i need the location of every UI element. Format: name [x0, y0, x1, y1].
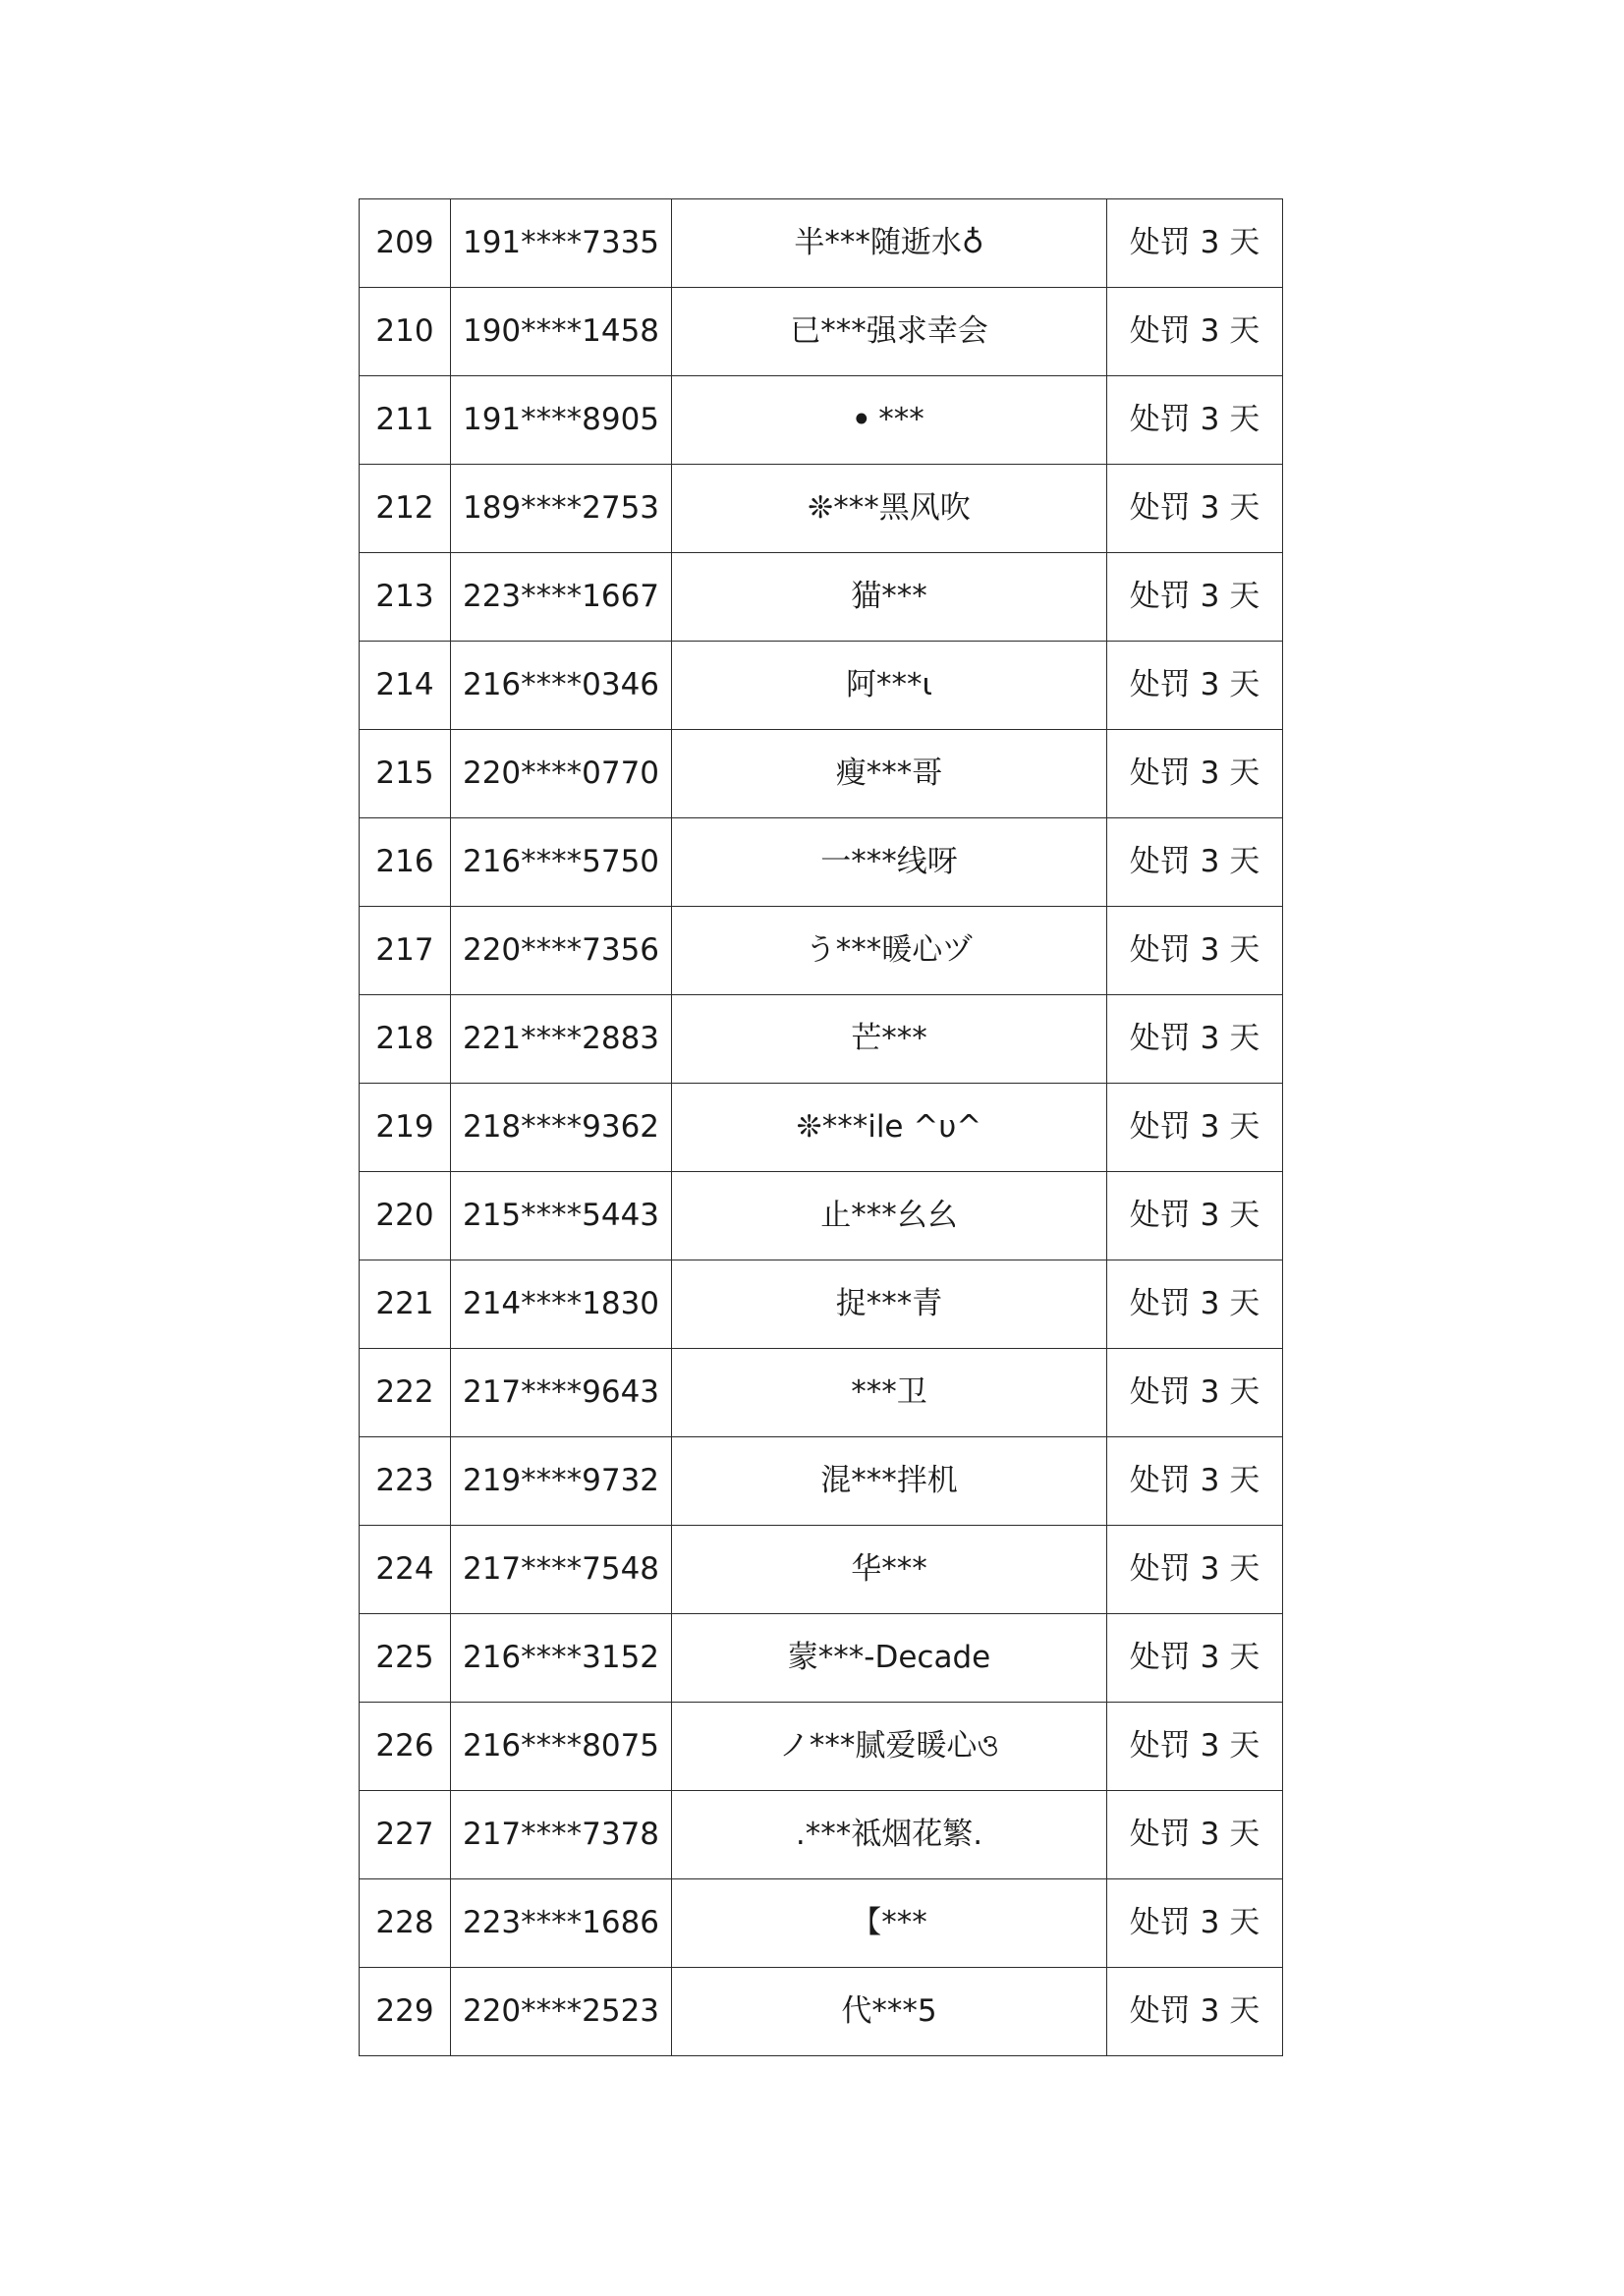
penalty: 处罚 3 天 [1107, 642, 1283, 730]
account-id: 223****1667 [451, 553, 672, 642]
table-row [360, 1968, 1283, 2056]
nickname: 混***拌机 [672, 1437, 1107, 1526]
account-id: 223****1686 [451, 1879, 672, 1968]
account-id: 220****7356 [451, 907, 672, 995]
account-id: 217****7548 [451, 1526, 672, 1614]
penalty: 处罚 3 天 [1107, 1614, 1283, 1703]
table-row [360, 376, 1283, 465]
nickname: 一***线呀 [672, 818, 1107, 907]
table-row [360, 1703, 1283, 1791]
penalty: 处罚 3 天 [1107, 1084, 1283, 1172]
row-number: 227 [360, 1791, 451, 1879]
nickname: 止***幺幺 [672, 1172, 1107, 1260]
table-row [360, 199, 1283, 288]
table-row [360, 1260, 1283, 1349]
penalty: 处罚 3 天 [1107, 1791, 1283, 1879]
nickname: ***卫 [672, 1349, 1107, 1437]
nickname: .***祗烟花繁. [672, 1791, 1107, 1879]
nickname: う***暖心ヅ [672, 907, 1107, 995]
nickname: 【*** [672, 1879, 1107, 1968]
nickname: 华*** [672, 1526, 1107, 1614]
nickname: ❊***ile ^υ^ [672, 1084, 1107, 1172]
account-id: 220****0770 [451, 730, 672, 818]
table-row [360, 1172, 1283, 1260]
account-id: 218****9362 [451, 1084, 672, 1172]
penalty: 处罚 3 天 [1107, 1703, 1283, 1791]
nickname: 猫*** [672, 553, 1107, 642]
row-number: 211 [360, 376, 451, 465]
row-number: 223 [360, 1437, 451, 1526]
table-row [360, 1614, 1283, 1703]
account-id: 216****8075 [451, 1703, 672, 1791]
nickname: ꔷ *** [672, 376, 1107, 465]
row-number: 221 [360, 1260, 451, 1349]
table-row [360, 1084, 1283, 1172]
penalty: 处罚 3 天 [1107, 907, 1283, 995]
account-id: 221****2883 [451, 995, 672, 1084]
penalty: 处罚 3 天 [1107, 1437, 1283, 1526]
account-id: 215****5443 [451, 1172, 672, 1260]
account-id: 191****7335 [451, 199, 672, 288]
table-row [360, 818, 1283, 907]
penalty: 处罚 3 天 [1107, 1349, 1283, 1437]
nickname: 阿***ι [672, 642, 1107, 730]
penalty: 处罚 3 天 [1107, 995, 1283, 1084]
account-id: 217****7378 [451, 1791, 672, 1879]
row-number: 220 [360, 1172, 451, 1260]
row-number: 217 [360, 907, 451, 995]
account-id: 220****2523 [451, 1968, 672, 2056]
nickname: 瘦***哥 [672, 730, 1107, 818]
penalty: 处罚 3 天 [1107, 199, 1283, 288]
row-number: 215 [360, 730, 451, 818]
table-row [360, 907, 1283, 995]
row-number: 226 [360, 1703, 451, 1791]
row-number: 224 [360, 1526, 451, 1614]
row-number: 228 [360, 1879, 451, 1968]
account-id: 189****2753 [451, 465, 672, 553]
penalty: 处罚 3 天 [1107, 465, 1283, 553]
penalty: 处罚 3 天 [1107, 1172, 1283, 1260]
table-row [360, 1791, 1283, 1879]
nickname: 半***随逝水♁ [672, 199, 1107, 288]
penalty: 处罚 3 天 [1107, 553, 1283, 642]
account-id: 214****1830 [451, 1260, 672, 1349]
account-id: 219****9732 [451, 1437, 672, 1526]
table-row [360, 995, 1283, 1084]
table-row [360, 730, 1283, 818]
account-id: 190****1458 [451, 288, 672, 376]
penalty: 处罚 3 天 [1107, 1879, 1283, 1968]
table-row [360, 1879, 1283, 1968]
row-number: 210 [360, 288, 451, 376]
row-number: 218 [360, 995, 451, 1084]
account-id: 217****9643 [451, 1349, 672, 1437]
row-number: 216 [360, 818, 451, 907]
account-id: 191****8905 [451, 376, 672, 465]
nickname: 捉***青 [672, 1260, 1107, 1349]
row-number: 213 [360, 553, 451, 642]
row-number: 229 [360, 1968, 451, 2056]
penalty: 处罚 3 天 [1107, 1968, 1283, 2056]
penalty: 处罚 3 天 [1107, 376, 1283, 465]
penalty: 处罚 3 天 [1107, 730, 1283, 818]
penalty-table [359, 198, 1283, 2056]
table-row [360, 465, 1283, 553]
account-id: 216****5750 [451, 818, 672, 907]
nickname: 芒*** [672, 995, 1107, 1084]
row-number: 209 [360, 199, 451, 288]
nickname: ノ***腻爱暖心ও [672, 1703, 1107, 1791]
penalty: 处罚 3 天 [1107, 1260, 1283, 1349]
row-number: 212 [360, 465, 451, 553]
nickname: 已***强求幸会 [672, 288, 1107, 376]
nickname: ❊***黑风吹 [672, 465, 1107, 553]
table-row [360, 1349, 1283, 1437]
account-id: 216****3152 [451, 1614, 672, 1703]
penalty: 处罚 3 天 [1107, 1526, 1283, 1614]
row-number: 214 [360, 642, 451, 730]
table-row [360, 1437, 1283, 1526]
nickname: 代***5 [672, 1968, 1107, 2056]
penalty: 处罚 3 天 [1107, 288, 1283, 376]
row-number: 222 [360, 1349, 451, 1437]
table-row [360, 1526, 1283, 1614]
row-number: 225 [360, 1614, 451, 1703]
row-number: 219 [360, 1084, 451, 1172]
penalty: 处罚 3 天 [1107, 818, 1283, 907]
table-row [360, 642, 1283, 730]
nickname: 蒙***-Decade [672, 1614, 1107, 1703]
table-row [360, 288, 1283, 376]
account-id: 216****0346 [451, 642, 672, 730]
table-row [360, 553, 1283, 642]
